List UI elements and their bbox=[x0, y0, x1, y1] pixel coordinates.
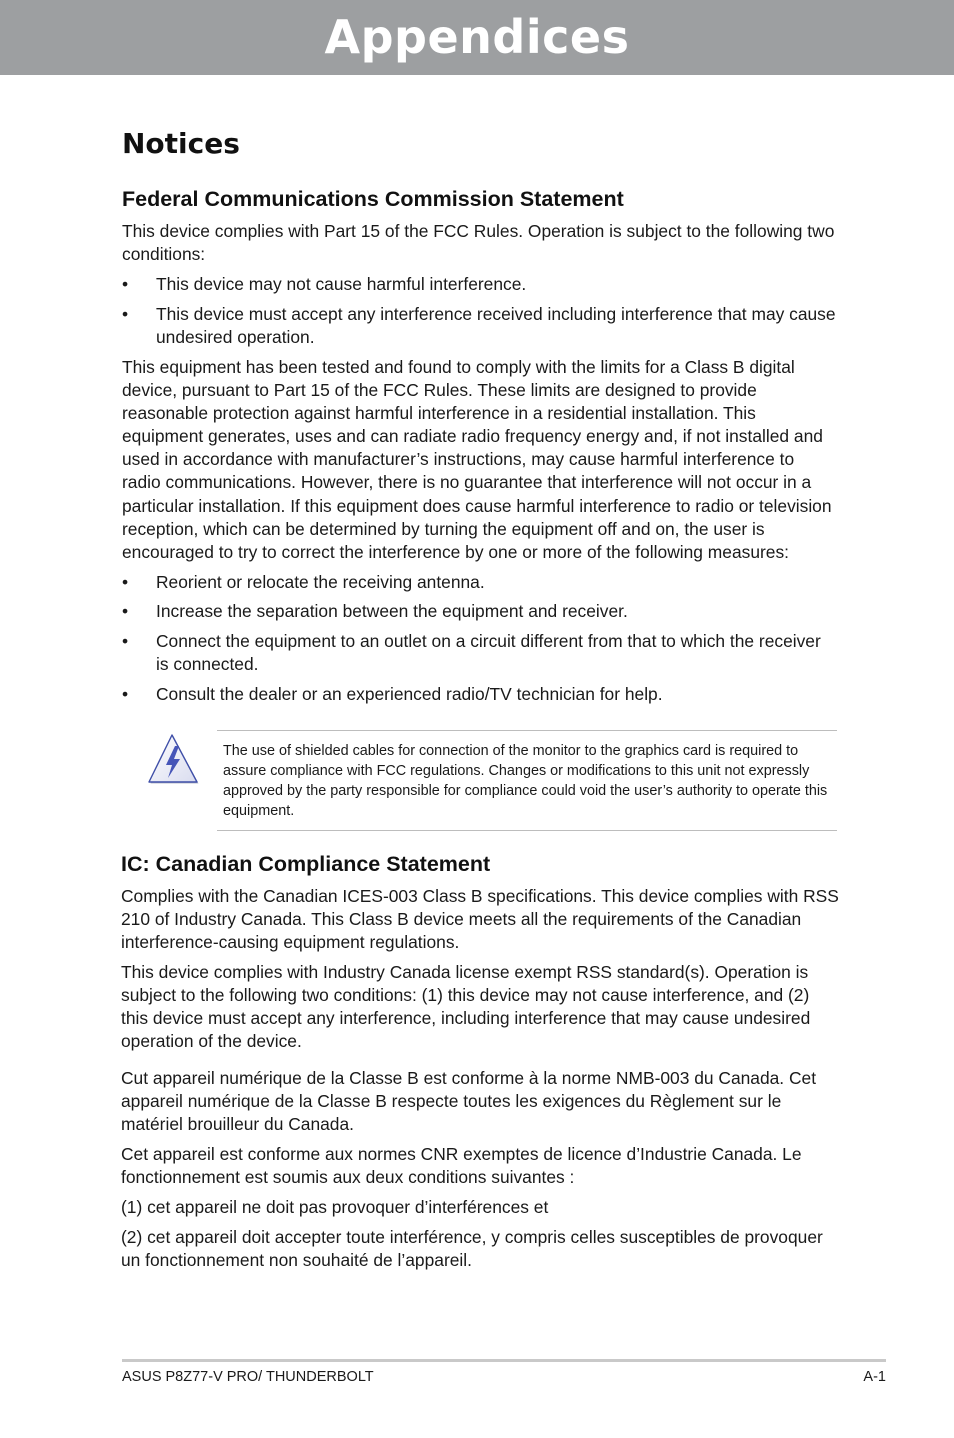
fcc-measure-text: Reorient or relocate the receiving antenna. bbox=[156, 572, 485, 592]
ic-heading: IC: Canadian Compliance Statement bbox=[121, 852, 491, 876]
bullet-dot: • bbox=[122, 572, 129, 592]
fcc-condition-text: This device may not cause harmful interference. bbox=[156, 274, 527, 294]
fcc-measure-text: Consult the dealer or an experienced radio/TV technician for help. bbox=[156, 684, 663, 704]
fcc-heading: Federal Communications Commission Statement bbox=[122, 187, 624, 211]
ic-paragraph: (1) cet appareil ne doit pas provoquer d’interférences et bbox=[121, 1197, 549, 1217]
fcc-intro: This device complies with Part 15 of the FCC Rules. Operation is subject to the following two conditions: bbox=[122, 221, 835, 265]
header-banner bbox=[0, 0, 954, 75]
ic-paragraph: Cet appareil est conforme aux normes CNR exemptes de licence d’Industrie Canada. Le fonctionnement est soumis aux deux conditions suivantes : bbox=[121, 1144, 802, 1188]
note-top-rule bbox=[217, 730, 837, 731]
fcc-measure-text: Increase the separation between the equipment and receiver. bbox=[156, 601, 628, 621]
warning-lightning-icon bbox=[146, 732, 200, 786]
bullet-dot: • bbox=[122, 601, 129, 621]
footer-page-number: A-1 bbox=[863, 1369, 886, 1385]
fcc-note: The use of shielded cables for connection of the monitor to the graphics card is required to assure compliance with FCC regulations. Changes or modifications to this unit not expressly approved by the party responsible for compliance could void the user’s authority to operate this equipment. bbox=[223, 743, 828, 819]
fcc-measure-text: Connect the equipment to an outlet on a circuit different from that to which the receiver is connected. bbox=[156, 631, 821, 675]
footer-product: ASUS P8Z77-V PRO/ THUNDERBOLT bbox=[122, 1369, 374, 1385]
ic-paragraph: Cut appareil numérique de la Classe B est conforme à la norme NMB-003 du Canada. Cet appareil numérique de la Classe B respecte toutes les exigences du Règlement sur le matériel brouilleur du Canada. bbox=[121, 1068, 817, 1135]
bullet-dot: • bbox=[122, 631, 129, 651]
fcc-body: This equipment has been tested and found to comply with the limits for a Class B digital device, pursuant to Part 15 of the FCC Rules. These limits are designed to provide reasonable protection against harmful interference in a residential installation. This equipment generates, uses and can radiate radio frequency energy and, if not installed and used in accordance with manufacturer’s instructions, may cause harmful interference to radio communications. However, there is no guarantee that interference will not occur in a particular installation. If this equipment does cause harmful interference to radio or television reception, which can be determined by turning the equipment off and on, the user is encouraged to try to correct the interference by one or more of the following measures: bbox=[122, 357, 832, 562]
fcc-condition-text: This device must accept any interference received including interference that may cause undesired operation. bbox=[156, 304, 836, 348]
bullet-dot: • bbox=[122, 274, 129, 294]
banner-title: Appendices bbox=[324, 10, 630, 64]
bullet-dot: • bbox=[122, 304, 129, 324]
page-title: Notices bbox=[122, 127, 240, 160]
footer-rule bbox=[122, 1359, 886, 1362]
ic-paragraph: This device complies with Industry Canada license exempt RSS standard(s). Operation is subject to the following two conditions: (1) this device may not cause interference, and (2) this device must accept any interference, including interference that may cause undesired operation of the device. bbox=[121, 962, 811, 1052]
ic-paragraph: Complies with the Canadian ICES-003 Class B specifications. This device complies with RSS 210 of Industry Canada. This Class B device meets all the requirements of the Canadian interference-causing equipment regulations. bbox=[121, 886, 839, 953]
note-bottom-rule bbox=[217, 830, 837, 831]
bullet-dot: • bbox=[122, 684, 129, 704]
ic-paragraph: (2) cet appareil doit accepter toute interférence, y compris celles susceptibles de provoquer un fonctionnement non souhaité de l’appareil. bbox=[121, 1227, 823, 1271]
